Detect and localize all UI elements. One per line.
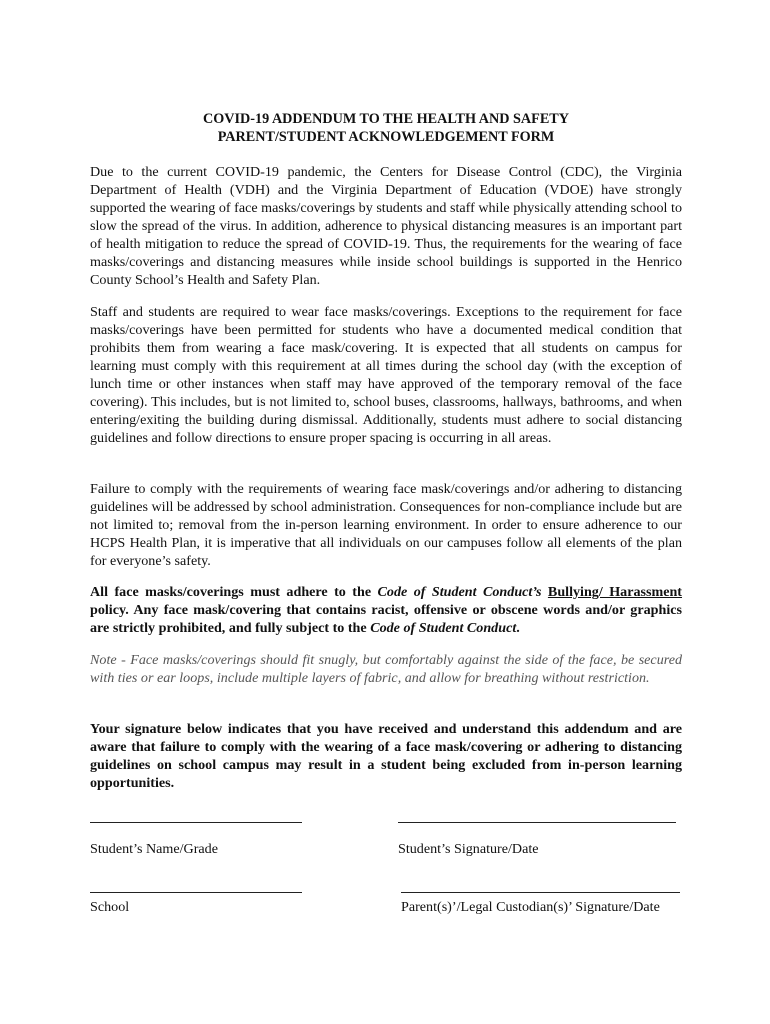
student-signature-label: Student’s Signature/Date	[398, 841, 539, 857]
paragraph-code-of-conduct	[90, 583, 682, 637]
bullying-harassment-policy: Bullying/ Harassment	[547, 584, 683, 600]
paragraph-mask-requirement: Staff and students are required to wear face masks/coverings. Exceptions to the requirement for face masks/coverings have been permitted for students who have a documented medical condition that prohibits them from wearing a face mask/covering. It is expected that all students on campus for learning must comply with this requirement at all times during the school day (with the exception of lunch time or other instances when staff may have approved of the temporary removal of the face covering). This includes, but is not limited to, school buses, classrooms, hallways, bathrooms, and when entering/exiting the building during dismissal. Additionally, students must adhere to social distancing guidelines and follow directions to ensure proper spacing is occurring in all areas.	[90, 304, 682, 446]
code-of-conduct-ref-1: Code of Student Conduct’s	[377, 584, 542, 600]
title-line-1: COVID-19 ADDENDUM TO THE HEALTH AND SAFETY	[202, 111, 570, 127]
code-of-conduct-ref-2: Code of Student Conduct	[370, 620, 517, 636]
school-label: School	[90, 899, 130, 915]
parent-signature-line[interactable]	[401, 892, 680, 893]
student-name-label: Student’s Name/Grade	[90, 841, 218, 857]
paragraph-signature-statement: Your signature below indicates that you have received and understand this addendum and are aware that failure to comply with the wearing of a face mask/covering or adhering to distancing guidelines on school campus may result in a student being excluded from in-person learning opportunities.	[90, 721, 682, 791]
title-line-2: PARENT/STUDENT ACKNOWLEDGEMENT FORM	[217, 129, 555, 145]
p4-text-1: All face masks/coverings must adhere to the	[90, 584, 378, 600]
document-title	[90, 110, 682, 146]
student-signature-line[interactable]	[398, 822, 676, 823]
paragraph-noncompliance: Failure to comply with the requirements of wearing face mask/coverings and/or adhering to distancing guidelines will be addressed by school administration. Consequences for non-compliance include but are not limited to; removal from the in-person learning environment. In order to ensure adherence to our HCPS Health Plan, it is imperative that all individuals on our campuses follow all elements of the plan for everyone’s safety.	[90, 481, 682, 569]
p4-end: .	[516, 620, 520, 636]
parent-signature-label: Parent(s)’/Legal Custodian(s)’ Signature/Date	[401, 899, 660, 915]
paragraph-note: Note - Face masks/coverings should fit snugly, but comfortably against the side of the face, be secured with ties or ear loops, include multiple layers of fabric, and allow for breathing without restriction.	[90, 652, 682, 686]
school-line[interactable]	[90, 892, 302, 893]
p4-text-2: policy. Any face mask/covering that contains racist, offensive or obscene words and/or graphics are strictly prohibited, and fully subject to the	[90, 602, 682, 636]
student-name-line[interactable]	[90, 822, 302, 823]
paragraph-covid-guidance: Due to the current COVID-19 pandemic, the Centers for Disease Control (CDC), the Virginia Department of Health (VDH) and the Virginia Department of Education (VDOE) have strongly supported the wearing of face masks/coverings by students and staff while physically attending school to slow the spread of the virus. In addition, adherence to physical distancing measures is an important part of health mitigation to reduce the spread of COVID-19. Thus, the requirements for the wearing of face masks/coverings and distancing measures while inside school buildings is supported in the Henrico County School’s Health and Safety Plan.	[90, 164, 682, 288]
